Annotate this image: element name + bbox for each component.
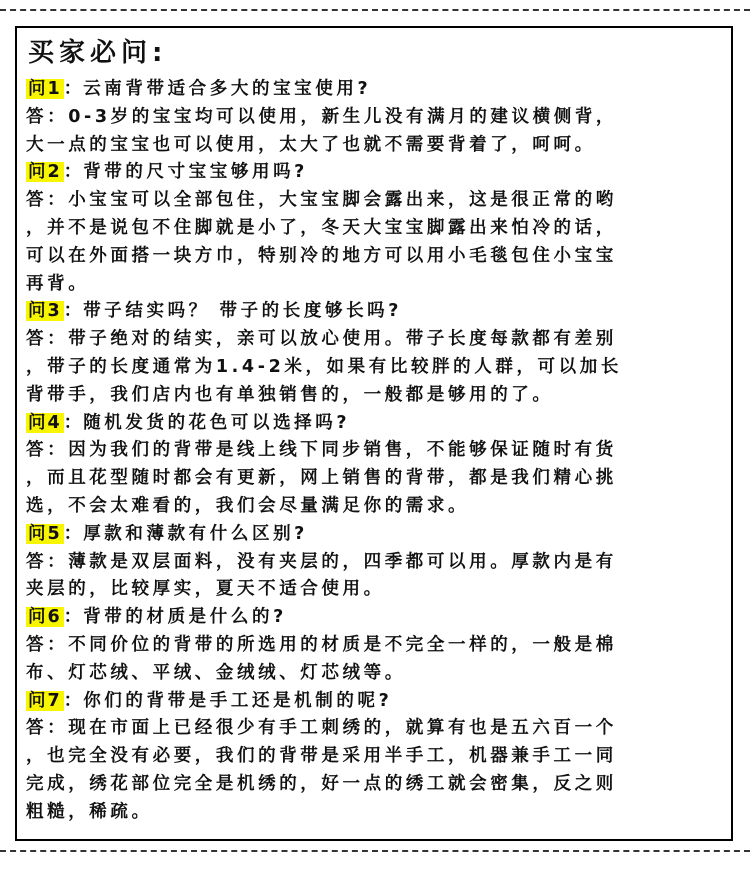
question-tag: 问6 [28, 607, 62, 628]
answer-line: ，并不是说包不住脚就是小了，冬天大宝宝脚露出来怕冷的话， [26, 217, 617, 238]
faq-question [26, 604, 730, 632]
question-text: 你们的背带是手工还是机制的呢? [83, 690, 393, 711]
answer-line: 答：因为我们的背带是线上线下同步销售，不能够保证随时有货 [26, 440, 617, 461]
question-tag: 问4 [28, 412, 62, 433]
answer-line: 布、灯芯绒、平绒、金绒绒、灯芯绒等。 [26, 662, 406, 683]
faq-item [26, 410, 730, 521]
faq-item [26, 159, 730, 298]
question-separator: ： [63, 162, 84, 183]
question-tag: 问5 [28, 523, 62, 544]
question-separator: ： [63, 79, 84, 99]
answer-line: 答：0-3岁的宝宝均可以使用，新生儿没有满月的建议横侧背， [26, 106, 618, 127]
faq-content [26, 30, 730, 827]
faq-item [26, 604, 730, 687]
question-text: 背带的材质是什么的? [83, 607, 287, 628]
faq-item [26, 688, 730, 827]
faq-question [26, 298, 730, 326]
question-tag: 问1 [28, 79, 62, 99]
answer-line: 完成，绣花部位完全是机绣的，好一点的绣工就会密集，反之则 [26, 773, 617, 794]
answer-line: ，带子的长度通常为1.4-2米，如果有比较胖的人群，可以加长 [26, 356, 622, 377]
answer-line: 答：现在市面上已经很少有手工刺绣的，就算有也是五六百一个 [26, 718, 617, 739]
answer-line: 答：不同价位的背带的所选用的材质是不完全一样的，一般是棉 [26, 634, 617, 655]
answer-line: 答：小宝宝可以全部包住，大宝宝脚会露出来，这是很正常的哟 [26, 190, 617, 211]
question-separator: ： [63, 523, 84, 544]
question-text: 随机发货的花色可以选择吗? [83, 412, 351, 433]
faq-item [26, 76, 730, 159]
answer-line: 粗糙，稀疏。 [26, 801, 153, 822]
bottom-dashed-divider [0, 850, 750, 852]
faq-question [26, 159, 730, 187]
faq-question [26, 76, 730, 104]
faq-question [26, 410, 730, 438]
answer-line: 答：薄款是双层面料，没有夹层的，四季都可以用。厚款内是有 [26, 551, 617, 572]
faq-item [26, 521, 730, 604]
answer-line: 再背。 [26, 273, 90, 294]
page-title: 买家必问: [28, 38, 168, 68]
top-dashed-divider [0, 9, 750, 11]
faq-question [26, 521, 730, 549]
answer-line: 夹层的，比较厚实，夏天不适合使用。 [26, 579, 385, 600]
question-tag: 问2 [28, 162, 62, 183]
faq-list [26, 76, 730, 827]
question-separator: ： [63, 607, 84, 628]
question-tag: 问3 [28, 301, 62, 322]
answer-line: ，也完全没有必要，我们的背带是采用半手工，机器兼手工一同 [26, 746, 617, 767]
question-text: 背带的尺寸宝宝够用吗? [83, 162, 308, 183]
answer-line: 选，不会太难看的，我们会尽量满足你的需求。 [26, 495, 470, 516]
answer-line: ，而且花型随时都会有更新，网上销售的背带，都是我们精心挑 [26, 468, 617, 489]
question-text: 厚款和薄款有什么区别? [83, 523, 308, 544]
answer-line: 答：带子绝对的结实，亲可以放心使用。带子长度每款都有差别 [26, 329, 617, 350]
faq-item [26, 298, 730, 409]
question-separator: ： [63, 412, 84, 433]
answer-line: 大一点的宝宝也可以使用，太大了也就不需要背着了，呵呵。 [26, 134, 596, 155]
question-separator: ： [63, 690, 84, 711]
question-separator: ： [63, 301, 84, 322]
faq-question [26, 688, 730, 716]
question-tag: 问7 [28, 690, 62, 711]
question-text: 云南背带适合多大的宝宝使用? [83, 79, 372, 99]
answer-line: 背带手，我们店内也有单独销售的，一般都是够用的了。 [26, 384, 554, 405]
answer-line: 可以在外面搭一块方巾，特别冷的地方可以用小毛毯包住小宝宝 [26, 245, 617, 266]
question-text: 带子结实吗？ 带子的长度够长吗? [83, 301, 403, 322]
